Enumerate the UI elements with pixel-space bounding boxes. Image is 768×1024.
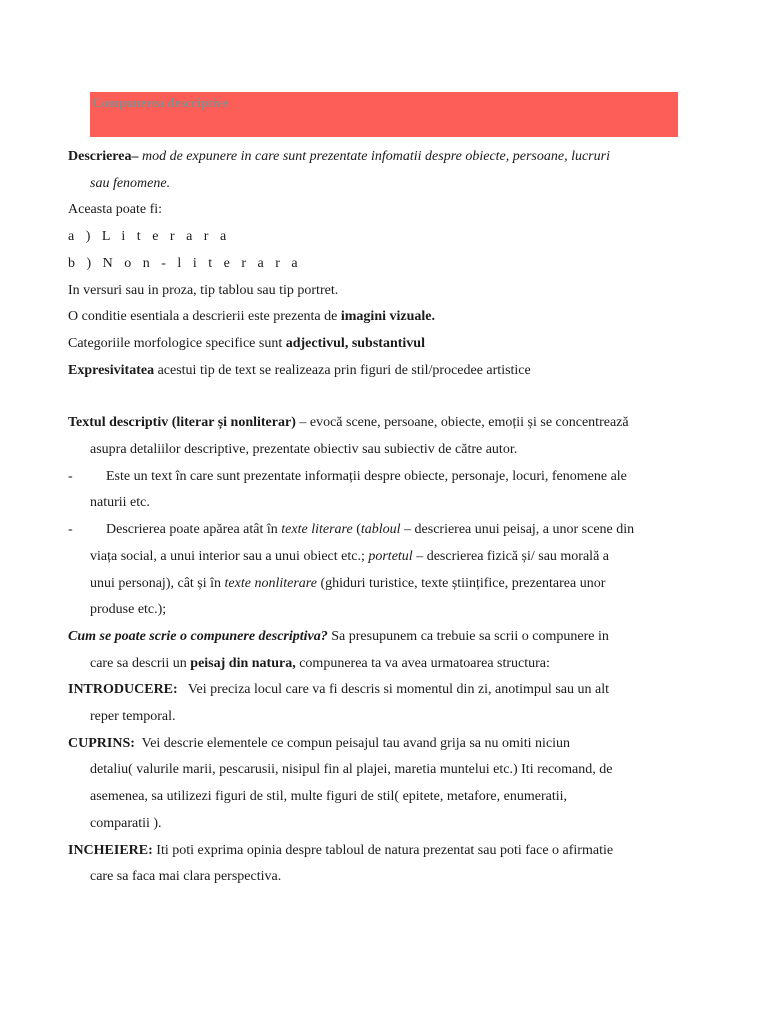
conclusion-l1: Iti poti exprima opinia despre tabloul de natura prezentat sau poti face o afirmatie xyxy=(152,842,614,858)
bullet-1-line-2: naturii etc. xyxy=(90,495,150,511)
types-intro: Aceasta poate fi: xyxy=(68,202,163,218)
body-line-3: asemenea, sa utilizezi figuri de stil, multe figuri de stil( epitete, metafore, enumeratii, xyxy=(90,789,567,805)
bullet-2-line-3 xyxy=(68,571,692,598)
bullet-2-l1e: – descrierea unui peisaj, a unor scene din xyxy=(400,522,635,538)
how-to-l2c: compunerea ta va avea urmatoarea structura: xyxy=(295,655,550,671)
expressivity-line xyxy=(68,358,692,385)
expressivity-bold: Expresivitatea xyxy=(68,362,155,378)
conclusion-line-1 xyxy=(68,838,692,865)
bullet-2-l3a: unui personaj), cât și în xyxy=(90,575,225,591)
spacer xyxy=(68,384,692,410)
condition-line xyxy=(68,304,692,331)
how-to-question: Cum se poate scrie o compunere descriptiva? xyxy=(68,628,328,644)
condition-text: O conditie esentiala a descrierii este prezenta de xyxy=(68,309,341,325)
bullet-dash: - xyxy=(68,522,73,538)
bullet-2-l2b: portetul xyxy=(368,548,413,564)
condition-bold: imagini vizuale. xyxy=(340,309,435,325)
bullet-2-l1d: tabloul xyxy=(360,522,401,538)
body-label: CUPRINS: xyxy=(68,735,135,751)
morphology-bold: adjectivul, substantivul xyxy=(285,335,425,351)
body-line-1 xyxy=(68,731,692,758)
type-a: a ) L i t e r a r a xyxy=(68,229,231,245)
conclusion-label: INCHEIERE: xyxy=(68,842,153,858)
definition-text: mod de expunere in care sunt prezentate infomatii despre obiecte, persoane, lucruri xyxy=(141,149,610,164)
bullet-2-line-4: produse etc.); xyxy=(90,602,167,618)
body-line-2: detaliu( valurile marii, pescarusii, nisipul fin al plajei, maretia muntelui etc.) Iti recomand, de xyxy=(90,762,613,778)
bullet-1-text: Este un text în care sunt prezentate informații despre obiecte, personaje, locuri, fenomene ale xyxy=(106,468,627,484)
bullet-2-l2a: viața social, a unui interior sau a unui obiect etc.; xyxy=(90,548,369,564)
bullet-2-l1b: texte literare xyxy=(281,522,353,538)
bullet-2-line-2 xyxy=(68,544,692,571)
body-l1: Vei descrie elementele ce compun peisajul tau avand grija sa nu omiti niciun xyxy=(134,735,571,751)
conclusion-line-2: care sa faca mai clara perspectiva. xyxy=(90,869,282,885)
intro-line-1 xyxy=(68,677,692,704)
morphology-text: Categoriile morfologice specifice sunt xyxy=(68,335,286,351)
bullet-2-l1a: Descrierea poate apărea atât în xyxy=(106,522,282,538)
bullet-dash: - xyxy=(68,468,73,484)
how-to-l2a: care sa descrii un xyxy=(90,655,191,671)
definition-line-2: sau fenomene. xyxy=(90,175,171,191)
bullet-2-l1c: ( xyxy=(352,522,361,538)
how-to-line-2 xyxy=(68,651,692,678)
bullet-2-text xyxy=(68,517,692,544)
intro-l1: Vei preciza locul care va fi descris si momentul din zi, anotimpul sau un alt xyxy=(177,682,609,698)
how-to-line-1 xyxy=(68,624,692,651)
bullet-1-line-1 xyxy=(68,464,692,491)
bullet-2-l3c: (ghiduri turistice, texte științifice, prezentarea unor xyxy=(316,575,606,591)
descriptive-text-line-2: asupra detaliilor descriptive, prezentate obiectiv sau subiectiv de către autor. xyxy=(90,442,518,458)
descriptive-text-l1: – evocă scene, persoane, obiecte, emoții și se concentrează xyxy=(295,415,629,431)
how-to-l2b: peisaj din natura, xyxy=(190,655,296,671)
bullet-2-l2c: – descrierea fizică și/ sau morală a xyxy=(412,548,609,564)
definition-term: Descrierea– xyxy=(68,149,139,164)
forms-line: In versuri sau in proza, tip tablou sau tip portret. xyxy=(68,282,339,298)
definition-line-1 xyxy=(68,144,692,171)
expressivity-text: acestui tip de text se realizeaza prin figuri de stil/procedee artistice xyxy=(154,362,531,378)
title-banner xyxy=(90,92,678,137)
page-title: Compunerea descriptive xyxy=(92,95,228,110)
morphology-line xyxy=(68,331,692,358)
type-b: b ) N o n - l i t e r a r a xyxy=(68,255,302,271)
document-body xyxy=(68,144,692,891)
intro-line-2: reper temporal. xyxy=(90,709,176,725)
how-to-l1: Sa presupunem ca trebuie sa scrii o compunere in xyxy=(327,628,609,644)
body-line-4: comparatii ). xyxy=(90,815,162,831)
intro-label: INTRODUCERE: xyxy=(68,682,178,698)
bullet-2-l3b: texte nonliterare xyxy=(224,575,317,591)
bullet-2-line-1 xyxy=(68,517,692,544)
descriptive-text-line-1 xyxy=(68,410,692,437)
descriptive-text-bold: Textul descriptiv (literar și nonliterar) xyxy=(68,415,296,431)
